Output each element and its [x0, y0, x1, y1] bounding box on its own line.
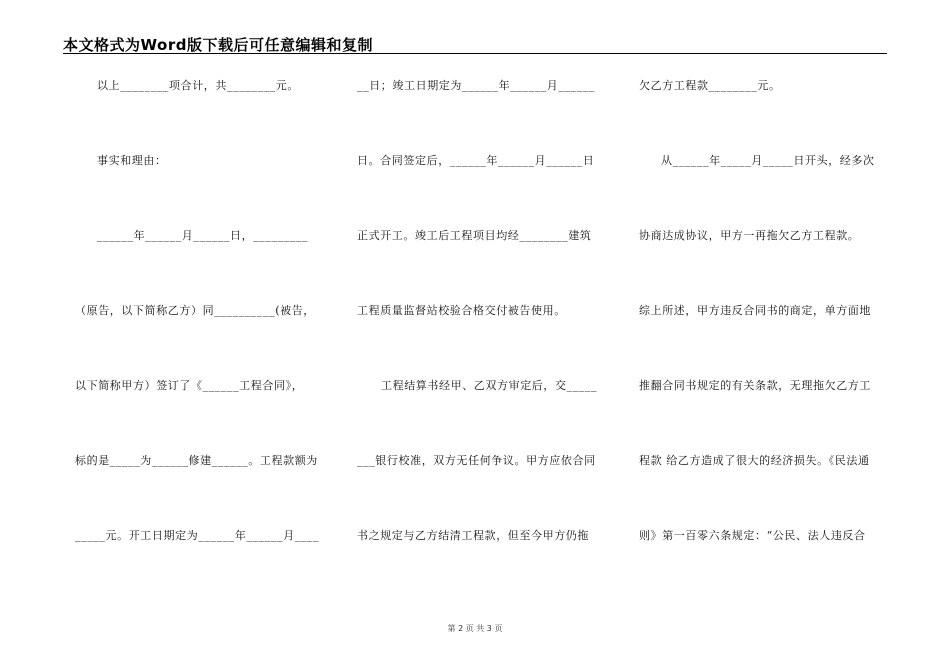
text-line: __日；竣工日期定为______年______月______ — [357, 79, 595, 92]
text-line: 日。合同签定后，______年______月______日 — [357, 154, 595, 167]
text-line: 事实和理由： — [97, 154, 167, 167]
text-line: ___银行校准，双方无任何争议。甲方应依合同 — [357, 454, 596, 467]
text-line: 正式开工。竣工后工程项目均经________建筑 — [357, 229, 592, 242]
text-line: （原告，以下简称乙方）同__________(被告， — [75, 304, 315, 317]
text-line: 从______年_____月_____日开头，经多次 — [661, 154, 875, 167]
text-line: 工程结算书经甲、乙双方审定后，交_____ — [381, 379, 598, 392]
text-line: 工程质量监督站校验合格交付被告使用。 — [357, 304, 566, 317]
document-header-title: 本文格式为Word版下载后可任意编辑和复制 — [63, 36, 373, 54]
text-line: 以上________项合计，共________元。 — [97, 79, 299, 92]
text-line: 标的是_____为______修建______。工程款额为 — [75, 454, 318, 467]
text-line: 综上所述，甲方违反合同书的商定，单方面地 — [639, 304, 871, 317]
text-line: ______年______月______日，_________ — [97, 229, 309, 242]
text-line: 程款 给乙方造成了很大的经济损失。《民法通 — [639, 454, 870, 467]
page-number-footer: 第 2 页 共 3 页 — [447, 624, 503, 633]
text-line: 则》第一百零六条规定：“公民、法人违反合 — [639, 529, 866, 542]
text-line: 欠乙方工程款________元。 — [639, 79, 781, 92]
text-line: 书之规定与乙方结清工程款，但至今甲方仍拖 — [357, 529, 589, 542]
text-line: 推翻合同书规定的有关条款，无理拖欠乙方工 — [639, 379, 871, 392]
header-divider — [63, 53, 887, 54]
text-line: 协商达成协议，甲方一再拖欠乙方工程款。 — [639, 229, 860, 242]
text-line: 以下简称甲方）签订了《______工程合同》， — [75, 379, 304, 392]
text-line: _____元。开工日期定为______年______月____ — [75, 529, 320, 542]
